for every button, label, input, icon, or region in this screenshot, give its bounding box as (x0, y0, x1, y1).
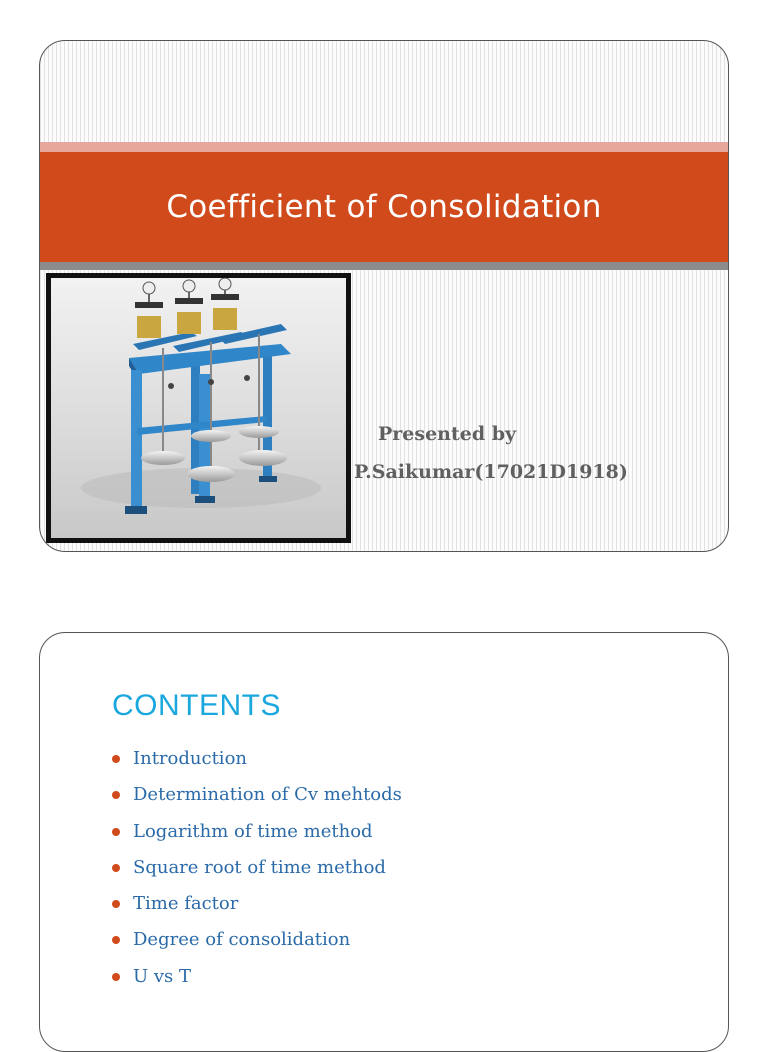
bullet-icon (112, 864, 120, 872)
title-slide (39, 40, 729, 552)
bullet-icon (112, 828, 120, 836)
presenter-name: P.Saikumar(17021D1918) (354, 461, 628, 483)
list-item-text: Square root of time method (133, 856, 386, 878)
list-item-text: Degree of consolidation (133, 929, 351, 951)
list-item-text: Determination of Cv mehtods (133, 784, 402, 806)
list-item-text: Introduction (133, 748, 247, 769)
bullet-icon (112, 755, 120, 763)
list-item-text: Time factor (133, 893, 239, 915)
list-item-text: U vs T (133, 965, 192, 987)
list-item (112, 814, 402, 850)
presented-by-label: Presented by (378, 423, 517, 445)
contents-slide (39, 632, 729, 1052)
list-item (112, 741, 402, 777)
list-item (112, 886, 402, 922)
bullet-icon (112, 791, 120, 799)
contents-list (112, 741, 402, 995)
contents-heading: CONTENTS (112, 689, 281, 722)
list-item (112, 777, 402, 813)
divider-band (40, 262, 728, 270)
list-item (112, 959, 402, 995)
bullet-icon (112, 973, 120, 981)
list-item-text: Logarithm of time method (133, 820, 373, 842)
slide-title: Coefficient of Consolidation (166, 189, 602, 225)
bullet-icon (112, 936, 120, 944)
consolidation-apparatus-photo (46, 273, 351, 543)
bullet-icon (112, 900, 120, 908)
list-item (112, 850, 402, 886)
accent-band (40, 142, 728, 152)
list-item (112, 922, 402, 958)
